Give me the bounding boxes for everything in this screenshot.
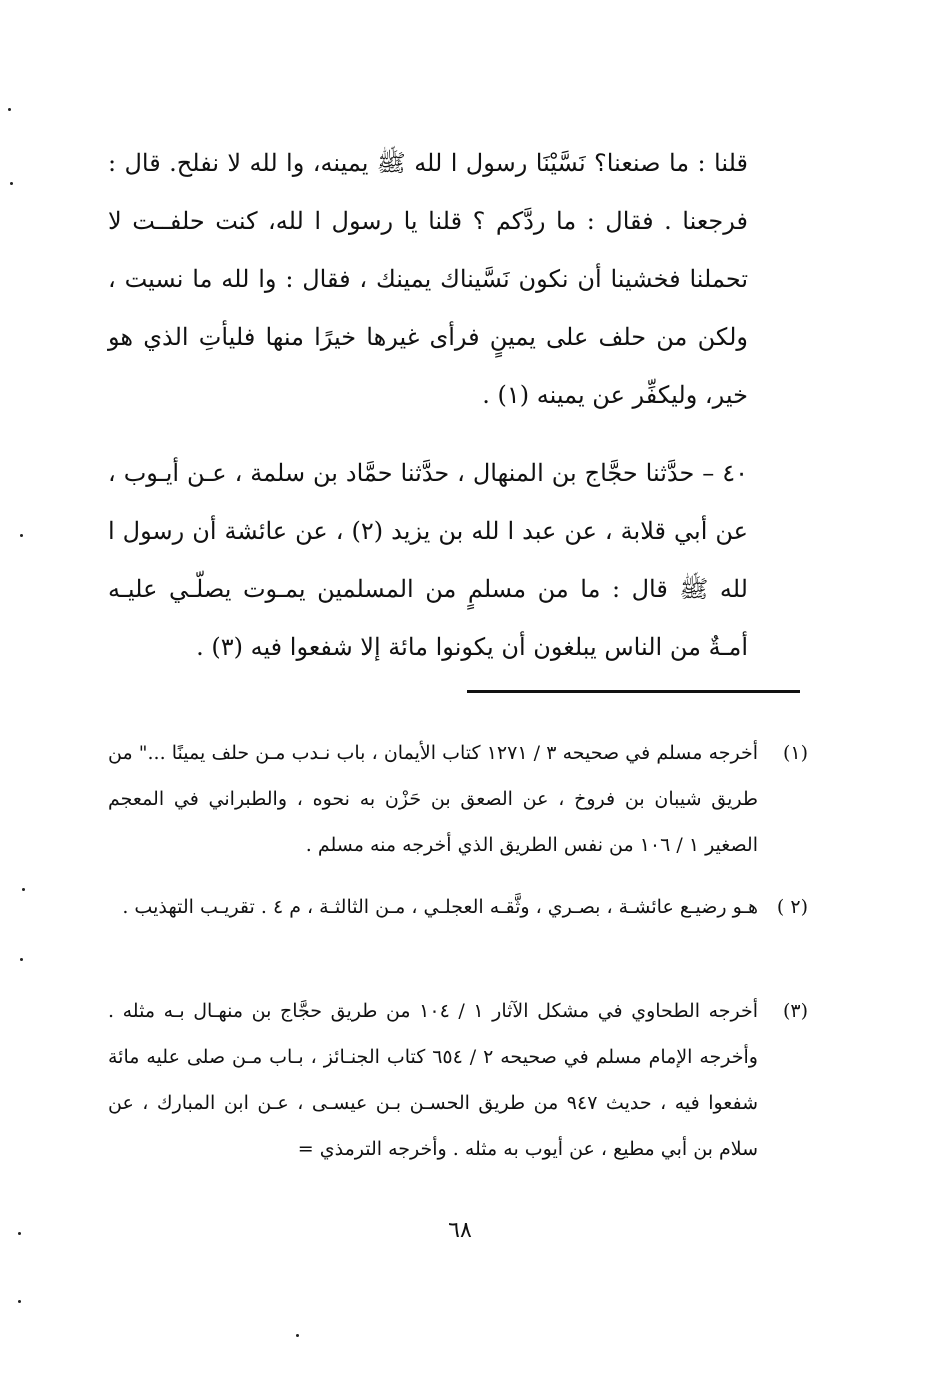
footnote-2-text: هـو رضيـع عائشـة ، بصـري ، وثَّقـه العجلـي ، مـن الثالثـة ، م ٤ . تقريـب التهذيب . [122,896,758,918]
scan-speck [18,1300,21,1303]
body-paragraph-hadith-40: ٤٠ – حدَّثنا حجَّاج بن المنهال ، حدَّثنا حمَّاد بن سلمة ، عـن أيـوب ، عن أبي قلابة ، عن عبد ا لله بن يزيد (٢) ، عن عائشة أن رسول ا لله ﷺ قال : ما من مسلمٍ من المسلمين يمـوت يصلّـي عليـه أمـةٌ من الناس يبلغون أن يكونوا مائة إلا شفعوا فيه (٣) . [108,459,748,661]
footnote-separator [467,690,800,693]
scan-speck [10,182,13,185]
scan-speck [20,958,23,961]
footnote-2-number: (٢ ) [776,896,808,918]
scan-speck [20,534,23,537]
footnote-3-text: أخرجه الطحاوي في مشكل الآثار ١ / ١٠٤ من طريق حجَّاج بن منهـال بـه مثله . وأخرجه الإمام مسلم في صحيحه ٢ / ٦٥٤ كتاب الجنـائز ، بـاب مـن صلى عليه مائة شفعوا فيه ، حديث ٩٤٧ من طريق الحسـن بـن عيسـى ، عـن ابن المبارك ، عن سلام بن أبي مطيع ، عن أيوب به مثله . وأخرجه الترمذي = [108,1000,759,1160]
scan-speck [22,888,25,891]
scan-speck [18,1232,21,1235]
footnote-1-text: أخرجه مسلم في صحيحه ٣ / ١٢٧١ كتاب الأيمان ، باب نـدب مـن حلف يمينًا ..." من طريق شيبان بن فروخ ، عن الصعق بن حَزْن به نحوه ، والطبراني في المعجم الصغير ١ / ١٠٦ من نفس الطريق الذي أخرجه منه مسلم . [108,742,759,856]
footnote-3-number: (٣) [782,1000,808,1022]
scan-speck [296,1334,299,1337]
footnote-2 [108,884,808,930]
footnote-1 [108,730,808,868]
page-number: ٦٨ [448,1218,472,1243]
footnote-1-number: (١) [782,742,808,764]
footnote-3 [108,988,808,1172]
body-paragraph-1: قلنا : ما صنعنا؟ نَسَّيْنَا رسول ا لله ﷺ يمينه، وا لله لا نفلح. قال : فرجعنا . فقال : ما ردَّكم ؟ قلنا يا رسول ا لله، كنت حلفــت لا تحملنا فخشينا أن نكون نَسَّيناك يمينك ، فقال : وا لله ما نسيت ، ولكن من حلف على يمينٍ فرأى غيرها خيرًا منها فليأتِ الذي هو خير، وليكفِّر عن يمينه (١) . [108,149,749,409]
scan-speck [8,108,11,111]
